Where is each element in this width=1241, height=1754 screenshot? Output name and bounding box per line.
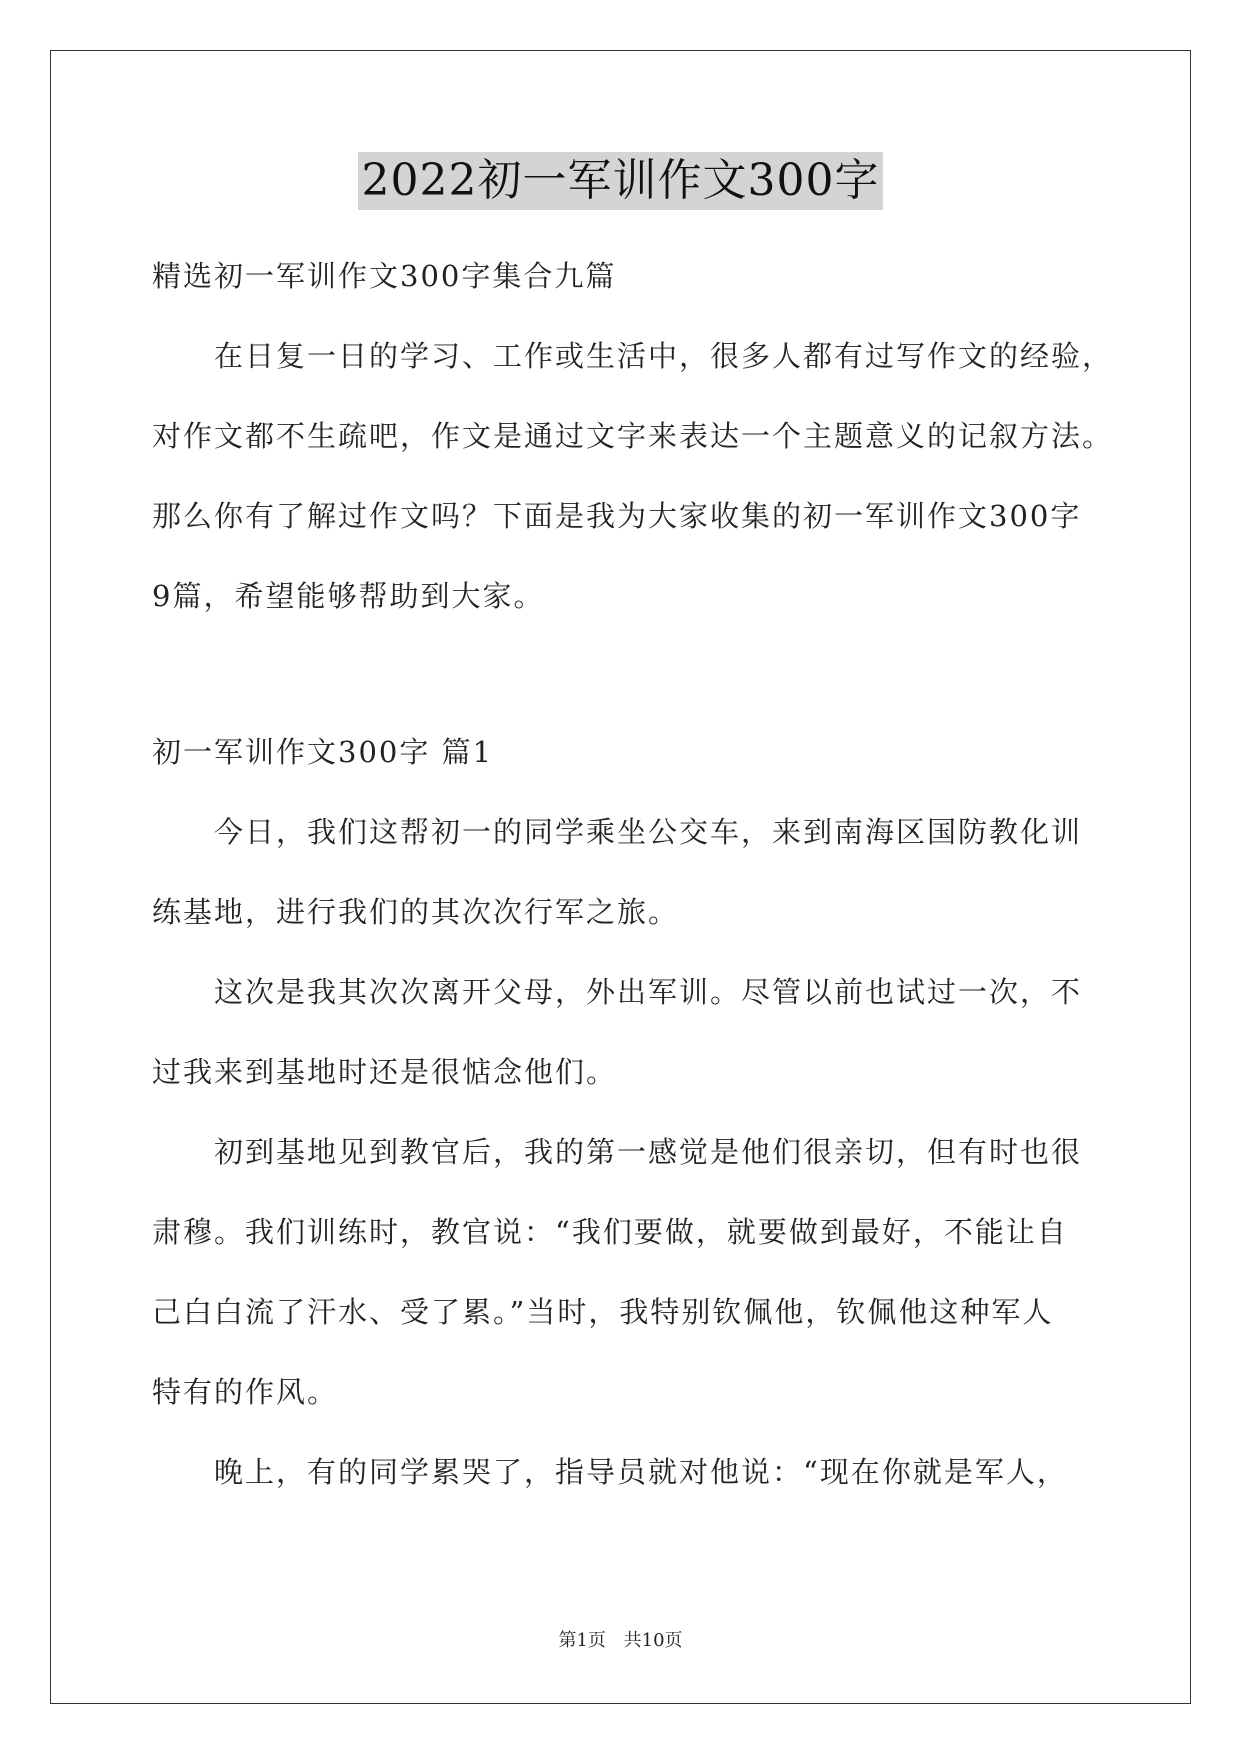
page-footer (0, 1626, 1241, 1652)
document-title: 2022初一军训作文300字 (358, 152, 884, 210)
paragraph-line: 晚上，有的同学累哭了，指导员就对他说：“现在你就是军人， (214, 1455, 1068, 1489)
intro-line: 那么你有了解过作文吗？下面是我为大家收集的初一军训作文300字 (152, 499, 1082, 533)
page-number-total: 共10页 (623, 1630, 683, 1651)
intro-line: 对作文都不生疏吧，作文是通过文字来表达一个主题意义的记叙方法。 (152, 419, 1114, 453)
paragraph-line: 特有的作风。 (152, 1375, 339, 1409)
paragraph-line: 练基地，进行我们的其次次行军之旅。 (152, 895, 680, 929)
title-wrap (0, 152, 1241, 210)
section-heading: 初一军训作文300字 篇1 (152, 735, 494, 769)
paragraph-line: 己白白流了汗水、受了累。”当时，我特别钦佩他，钦佩他这种军人 (152, 1295, 1054, 1329)
paragraph-line: 过我来到基地时还是很惦念他们。 (152, 1055, 618, 1089)
paragraph-line: 肃穆。我们训练时，教官说：“我们要做，就要做到最好，不能让自 (152, 1215, 1068, 1249)
paragraph-line: 初到基地见到教官后，我的第一感觉是他们很亲切，但有时也很 (214, 1135, 1083, 1169)
intro-line: 9篇，希望能够帮助到大家。 (152, 579, 545, 613)
section-gap (152, 636, 1097, 712)
document-body (152, 236, 1114, 1512)
paragraph-line: 这次是我其次次离开父母，外出军训。尽管以前也试过一次，不 (214, 975, 1083, 1009)
subtitle: 精选初一军训作文300字集合九篇 (152, 259, 617, 293)
intro-line: 在日复一日的学习、工作或生活中，很多人都有过写作文的经验， (214, 339, 1114, 373)
page-number-current: 第1页 (558, 1630, 606, 1651)
paragraph-line: 今日，我们这帮初一的同学乘坐公交车，来到南海区国防教化训 (214, 815, 1083, 849)
